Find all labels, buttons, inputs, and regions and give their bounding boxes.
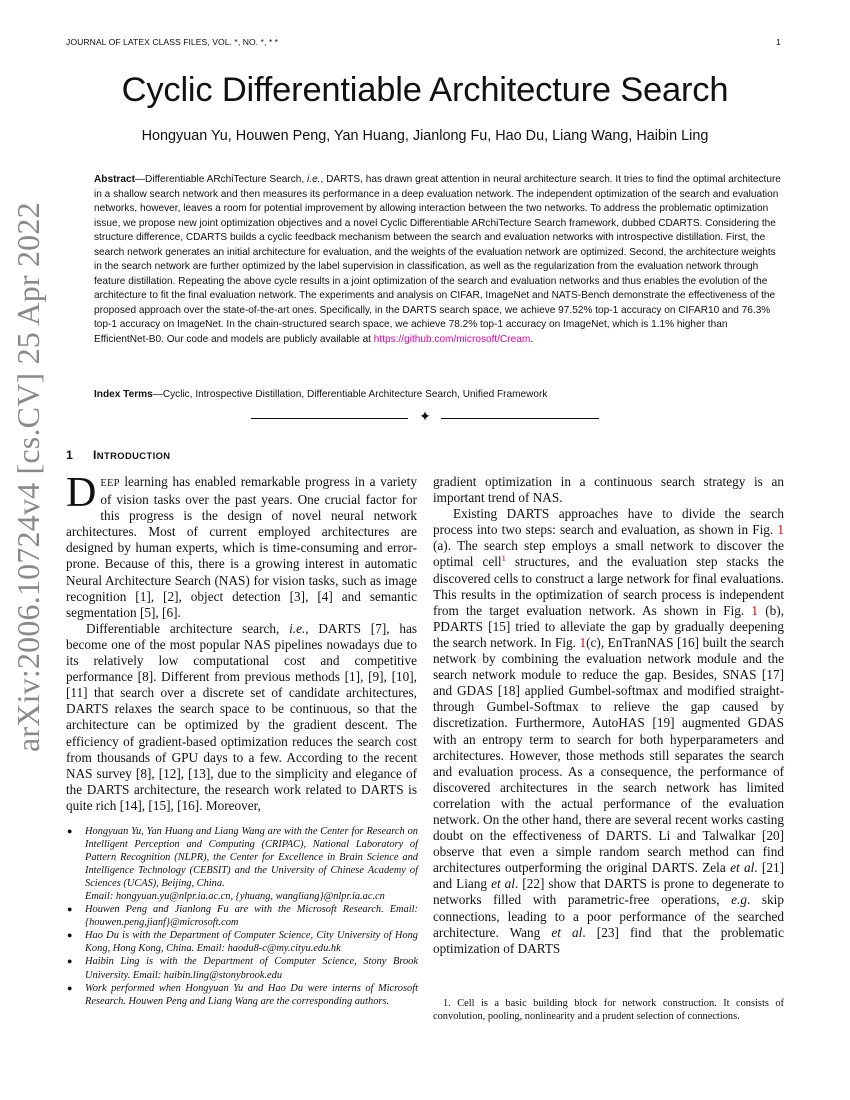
running-head: JOURNAL OF LATEX CLASS FILES, VOL. *, NO. *, * * [66,37,279,47]
figure-ref-link[interactable]: 1 [777,522,784,538]
abstract-text: , DARTS, has drawn great attention in neural architecture search. It tries to find the optimal architecture in a shallow search network and then measures its performance in a deep evaluation network. The independent optimization of the search and evaluation networks, however, leaves a room for potential improvement by allowing interaction between the two networks. To address the problematic optimization issue, we propose new joint optimization objectives and a novel Cyclic Differentiable ARchiTecture Search framework, dubbed CDARTS. Considering the structure difference, CDARTS builds a cyclic feedback mechanism between the search and evaluation networks with introspective distillation. First, the search network generates an initial architecture for evaluation, and the weights of the evaluation network are optimized. Second, the architecture weights in the search network are further optimized by the label supervision in classification, as well as the regularization from the evaluation network through feature distillation. Repeating the above cycle results in a joint optimization of the search and evaluation networks and thus enables the evolution of the architecture to fit the final evaluation network. The experiments and analysis on CIFAR, ImageNet and NATS-Bench demonstrate the effectiveness of the proposed approach over the state-of-the-art ones. Specifically, in the DARTS search space, we achieve 97.52% top-1 accuracy on CIFAR10 and 76.3% top-1 accuracy on ImageNet. In the chain-structured search space, we achieve 78.2% top-1 accuracy on ImageNet, which is 1.1% higher than EfficientNet-B0. Our code and models are publicly available at [94,174,781,346]
italic-et-al: et al [491,876,515,892]
affiliation-item [66,955,418,981]
paragraph-text: Existing DARTS approaches have to divide the search process into two steps: search and evaluation, as shown in Fig. [433,506,784,538]
affiliation-item [66,825,418,903]
index-terms-label: Index Terms [94,389,153,400]
intro-paragraph-continued: gradient optimization in a continuous search strategy is an important trend of NAS. [433,474,784,506]
paragraph-text: . [22] show that DARTS is prone to degenerate to networks filled with parametric-free operations, [433,876,784,908]
drop-cap: D [66,470,97,516]
affiliation-text: Haibin Ling is with the Department of Computer Science, Stony Brook University. Email: haibin.ling@stonybrook.edu [85,956,418,981]
footnote-ref-link[interactable]: 1 [501,553,506,564]
abstract-dash: — [134,174,146,185]
figure-ref-link[interactable]: 1 [751,602,759,618]
bullet-icon: ● [67,982,73,993]
bullet-icon: ● [67,930,73,941]
footnote [433,997,784,1023]
index-terms [94,389,784,400]
abstract-end: . [530,334,534,346]
abstract-label: Abstract [94,174,135,185]
code-link[interactable]: https://github.com/microsoft/Cream [373,334,531,346]
affiliation-item [66,903,418,929]
left-column [66,470,417,814]
affiliation-text: Hongyuan Yu, Yan Huang and Liang Wang are with the Center for Research on Intelligent Perception and Computing (CRIPAC), National Laboratory of Pattern Recognition (NLPR), the Center for Excellence in Brain Science and Intelligence Technology (CEBSIT) and the University of Chinese Academy of Sciences (UCAS), Beijing, China. [85,826,418,890]
abstract-text: Differentiable ARchiTecture Search, [145,174,308,185]
bullet-icon: ● [67,826,73,836]
paper-title: Cyclic Differentiable Architecture Search [121,71,729,109]
paragraph-text: . [21] and Liang [433,860,784,892]
intro-paragraph-2 [66,621,417,814]
paragraph-text: (c), EnTranNAS [16] built the search network by combining the evaluation network module and the search network module to reduce the gap. Besides, SNAS [17] and GDAS [18] applied Gumbel-softmax and modified straight-through Gumbel-Softmax to relieve the gap caused by discretization. Furthermore, AutoHAS [19] augmented GDAS with an entropy term to search for both hyperparameters and architectures. However, those methods still separates the search and evaluation process. As a consequence, the performance of discovered architectures in the search network has limited correlation with the actual performance of the evaluation network. On the other hand, there are several recent works casting doubt on the effectiveness of DARTS. Li and Talwalkar [20] observe that even a simple random search method can find architectures outperforming the original DARTS. Zela [433,634,784,876]
section-number: 1 [66,448,74,462]
paragraph-text: Differentiable architecture search, [86,620,290,636]
paragraph-text: . [23] find that the problematic optimization of DARTS [433,924,784,956]
index-terms-text: Cyclic, Introspective Distillation, Differentiable Architecture Search, Unified Framework [162,389,548,400]
affiliation-text: Work performed when Hongyuan Yu and Hao Du were interns of Microsoft Research. Houwen Peng and Liang Wang are the corresponding authors. [85,982,418,1007]
separator-line-right [441,418,599,419]
italic-et-al: et al [730,860,755,876]
bullet-icon: ● [67,904,73,915]
index-terms-dash: — [152,389,163,400]
right-column [433,474,784,957]
page-number: 1 [776,37,781,47]
figure-ref-link[interactable]: 1 [579,634,587,650]
affiliation-item [66,982,418,1008]
footnote-text: 1. Cell is a basic building block for network construction. It consists of convolution, pooling, nonlinearity and a prudent selection of connections. [433,998,784,1023]
affiliation-item [66,929,418,955]
section-heading-introduction [66,448,170,462]
intro-paragraph-3 [433,506,784,957]
bullet-icon: ● [67,956,73,967]
drop-cap-smallcaps: EEP [100,478,120,489]
section-title-rest: NTRODUCTION [96,450,171,461]
arxiv-stamp: arXiv:2006.10724v4 [cs.CV] 25 Apr 2022 [10,202,46,752]
intro-paragraph-1 [66,470,417,621]
italic-eg: e.g [731,892,747,908]
affiliation-text: Hao Du is with the Department of Computer Science, City University of Hong Kong, Hong Kong, China. Email: haodu8-c@my.cityu.edu.hk [85,930,418,955]
diamond-separator-icon: ✦ [419,410,431,425]
paragraph-text: . skip connections, leading to a poor performance of the searched architecture. Wang [433,892,784,940]
paragraph-text: (a). The search step employs a small network to discover the optimal cell [433,538,784,570]
abstract-ie: i.e. [307,174,321,185]
paragraph-text: (b), PDARTS [15] tried to alleviate the gap by gradually deepening the search network. In Fig. [433,602,785,650]
section-title-initial: I [93,448,97,462]
paragraph-text: structures, and the evaluation step stacks the discovered cells to construct a large network for final evaluations. This results in the optimization of search process is independent from the target evaluation network. As shown in Fig. [433,554,784,618]
italic-et-al: et al [551,924,583,940]
abstract [94,173,784,348]
paragraph-text: , DARTS [7], has become one of the most popular NAS pipelines nowadays due to its relatively low computational cost and competitive performance [8]. Different from previous methods [1], [9], [10], [11] that search over a discrete set of candidate architectures, DARTS relaxes the search space to be continuous, so that the architecture can be optimized by the gradient descent. The efficiency of gradient-based optimization reduces the search cost from thousands of GPU days to a few. According to the recent NAS survey [8], [12], [13], due to the simplicity and elegance of the DARTS architecture, the research work related to DARTS is quite rich [14], [15], [16]. Moreover, [66,620,417,813]
affiliation-email: Email: hongyuan.yu@nlpr.ia.ac.cn, {yhuang, wangliang}@nlpr.ia.ac.cn [85,891,385,903]
affiliation-text: Houwen Peng and Jianlong Fu are with the Microsoft Research. Email: {houwen.peng,jianf}@microsoft.com [85,904,418,929]
author-affiliations [66,825,418,1008]
author-list: Hongyuan Yu, Houwen Peng, Yan Huang, Jianlong Fu, Hao Du, Liang Wang, Haibin Ling [141,128,709,144]
italic-ie: i.e. [289,620,306,636]
paragraph-text: learning has enabled remarkable progress in a variety of vision tasks over the past years. One crucial factor for this progress is the design of novel neural network architectures. Most of current employed architectures are designed by human experts, which is time-consuming and error-prone. Because of this, there is a growing interest in automatic Neural Architecture Search (NAS) for vision tasks, such as image recognition [1], [2], object detection [3], [4] and semantic segmentation [5], [6]. [66,474,417,620]
separator-line-left [251,418,408,419]
